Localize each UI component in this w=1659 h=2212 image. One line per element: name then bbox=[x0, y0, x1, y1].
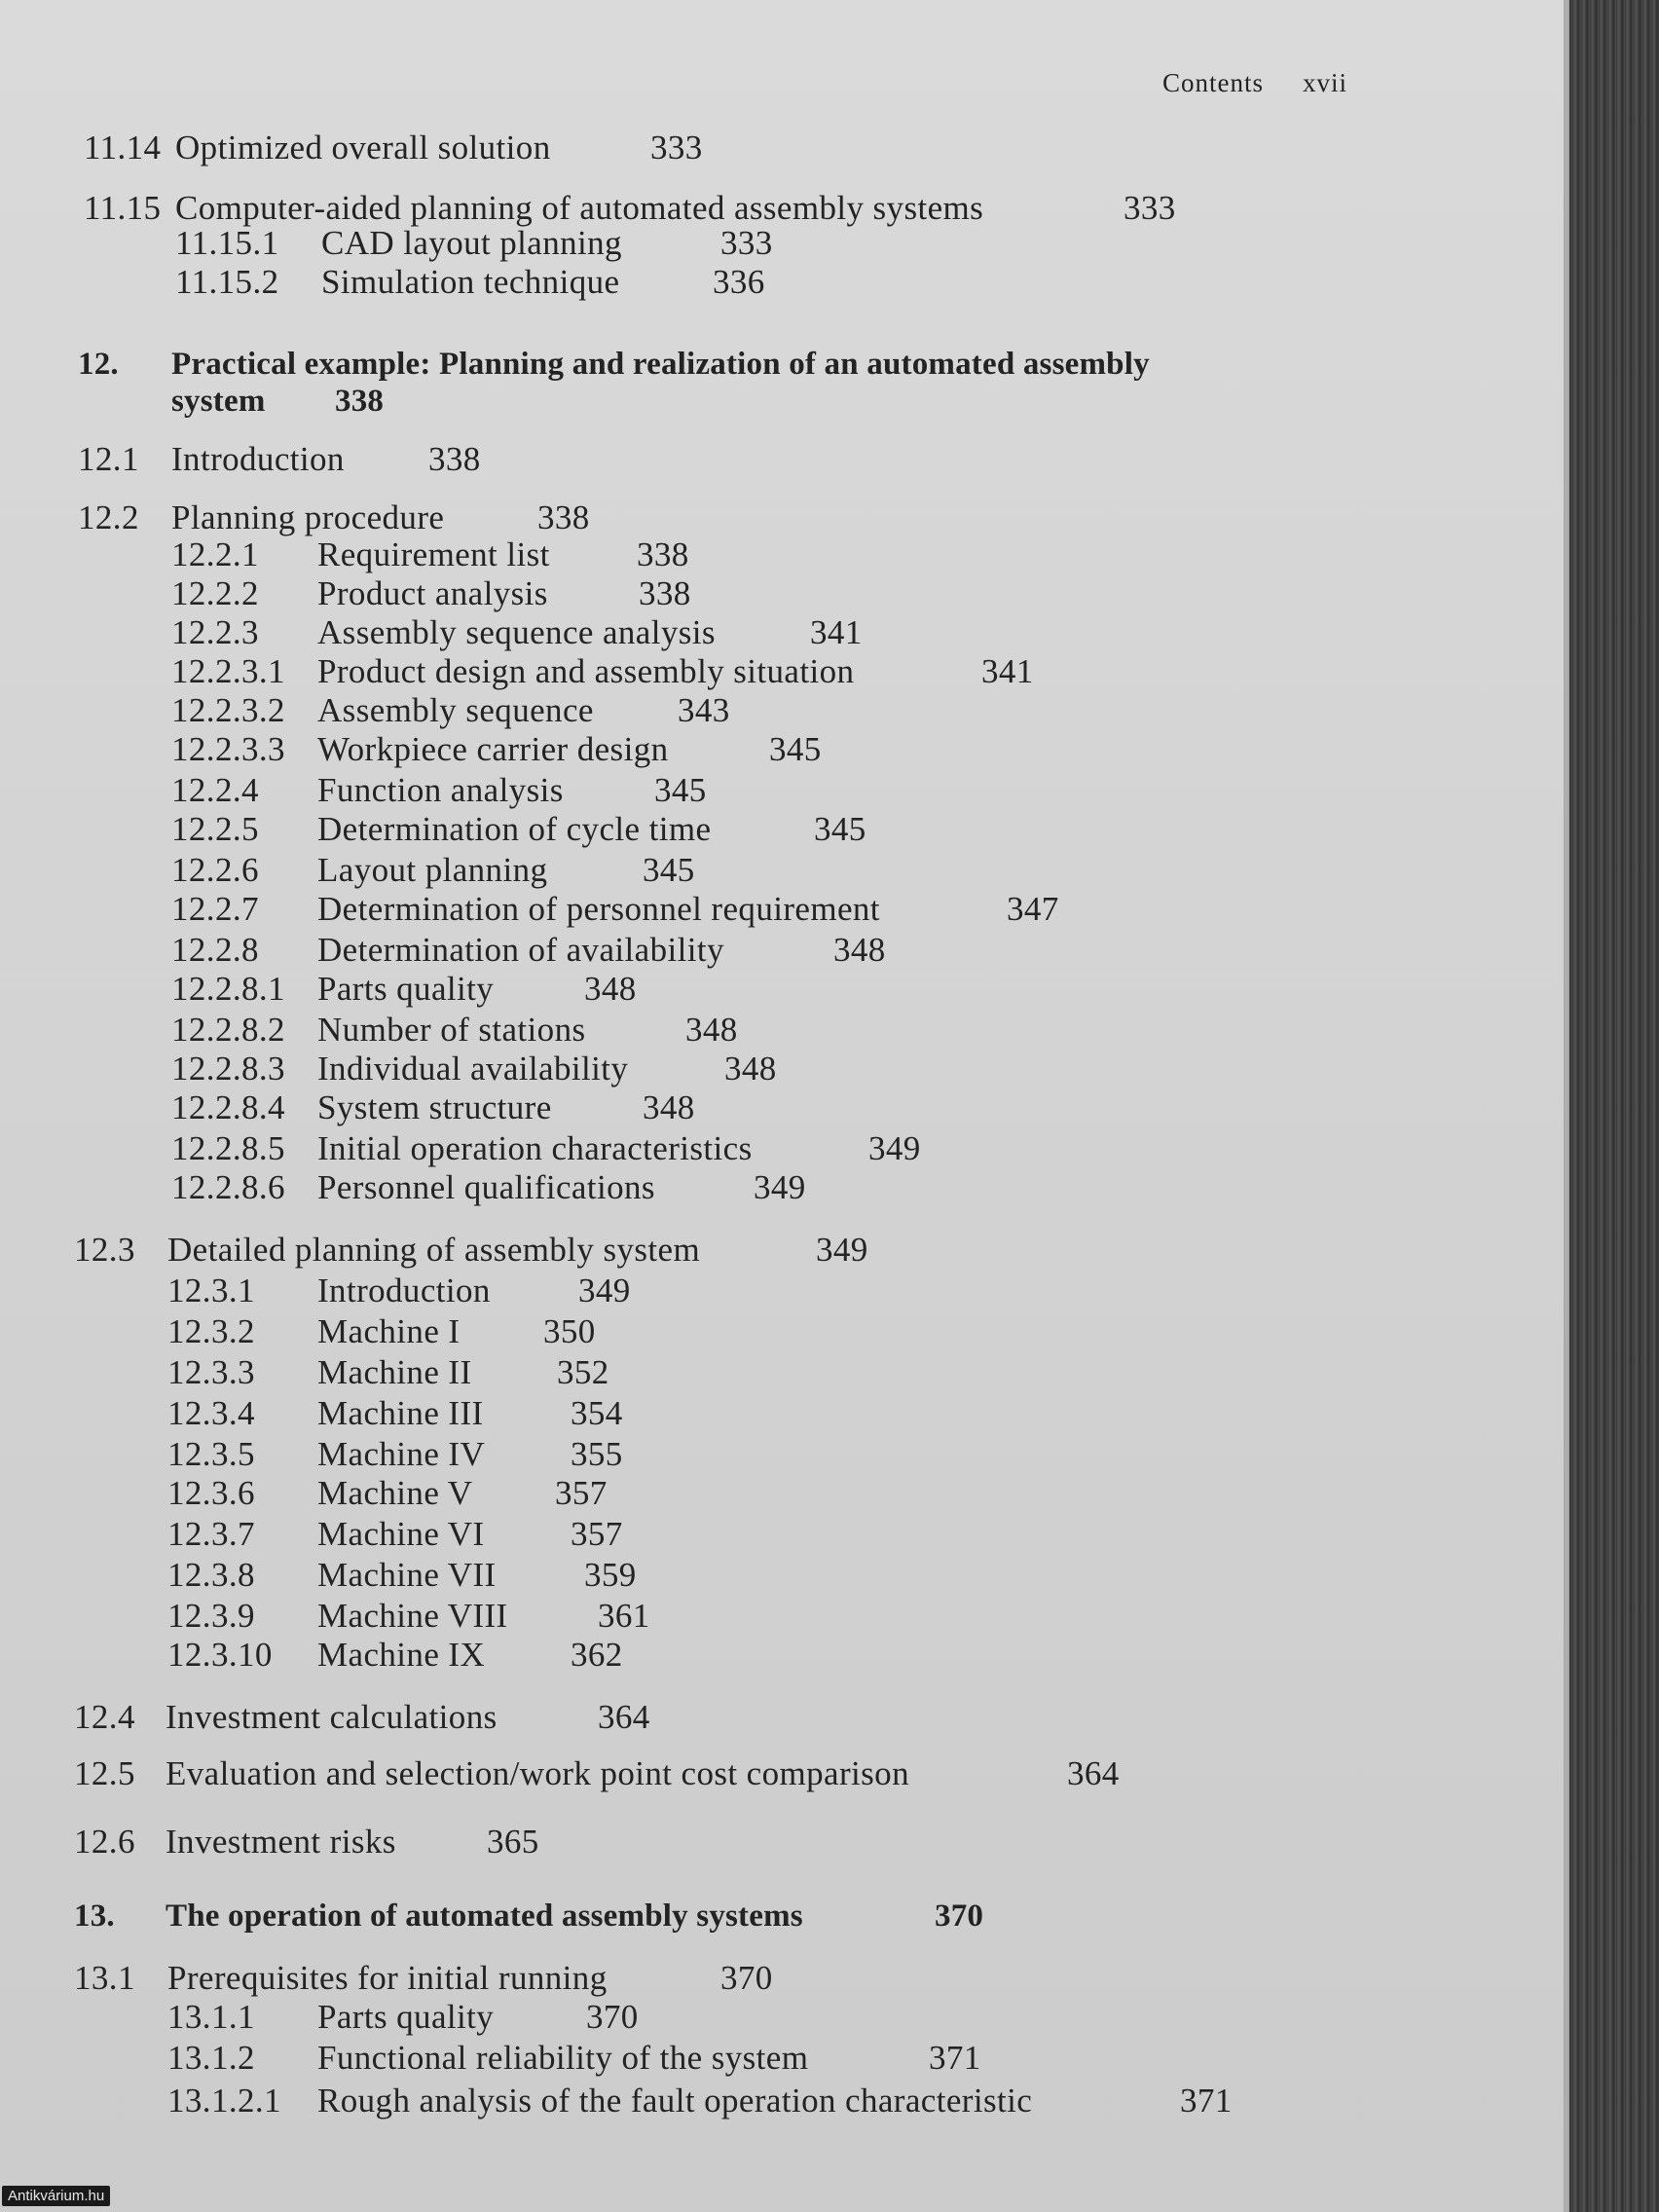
toc-entry-title: Investment calculations bbox=[166, 1698, 498, 1736]
toc-entry-title: CAD layout planning bbox=[321, 224, 622, 262]
toc-entry-number: 12.3.1 bbox=[167, 1272, 255, 1309]
toc-entry-number: 13.1.2.1 bbox=[167, 2082, 281, 2120]
toc-entry-title: Machine IX bbox=[317, 1636, 486, 1674]
toc-entry-page: 348 bbox=[685, 1011, 738, 1049]
toc-entry-page: 349 bbox=[868, 1129, 921, 1167]
toc-entry-title: Investment risks bbox=[166, 1823, 396, 1861]
toc-entry-page: 349 bbox=[578, 1272, 631, 1309]
toc-entry-number: 12.2.8.3 bbox=[171, 1050, 285, 1088]
toc-entry-number: 12.2.6 bbox=[171, 851, 259, 889]
toc-entry-number: 12.2.8.6 bbox=[171, 1168, 285, 1206]
toc-entry-number: 12.3.5 bbox=[167, 1435, 255, 1473]
toc-entry-number: 12.3.2 bbox=[167, 1312, 255, 1350]
toc-entry-title: Determination of availability bbox=[317, 931, 724, 969]
toc-entry-number: 12.3 bbox=[74, 1231, 135, 1269]
toc-entry-page: 348 bbox=[643, 1088, 695, 1126]
toc-entry-page: 336 bbox=[713, 263, 765, 301]
toc-entry-title: system bbox=[171, 384, 266, 419]
toc-entry-number: 12.2 bbox=[78, 498, 139, 536]
toc-entry-title: Assembly sequence bbox=[317, 691, 594, 729]
toc-entry-title: Detailed planning of assembly system bbox=[167, 1231, 701, 1269]
toc-entry-page: 348 bbox=[833, 931, 886, 969]
toc-entry-page: 350 bbox=[543, 1312, 596, 1350]
toc-entry-number: 12.2.8.5 bbox=[171, 1129, 285, 1167]
toc-entry-number: 11.15.1 bbox=[175, 224, 279, 262]
toc-entry-number: 12. bbox=[78, 347, 119, 382]
toc-entry-title: Initial operation characteristics bbox=[317, 1129, 753, 1167]
toc-entry-title: Determination of personnel requirement bbox=[317, 890, 880, 928]
toc-entry-title: Machine I bbox=[317, 1312, 461, 1350]
toc-entry-number: 12.2.3.1 bbox=[171, 652, 285, 690]
toc-entry-title: Workpiece carrier design bbox=[317, 730, 669, 768]
toc-entry-title: Determination of cycle time bbox=[317, 810, 712, 848]
toc-entry-number: 12.2.8.4 bbox=[171, 1088, 285, 1126]
toc-entry-page: 338 bbox=[637, 535, 689, 573]
toc-entry-title: Parts quality bbox=[317, 1998, 495, 2036]
toc-entry-page: 364 bbox=[1067, 1754, 1120, 1792]
toc-entry-number: 12.4 bbox=[74, 1698, 135, 1736]
toc-entry-number: 11.14 bbox=[84, 129, 162, 166]
toc-entry-number: 12.3.6 bbox=[167, 1474, 255, 1512]
toc-entry-page: 357 bbox=[571, 1515, 623, 1553]
toc-entry-number: 12.3.8 bbox=[167, 1556, 255, 1594]
toc-entry-title: Practical example: Planning and realization of an automated assembly bbox=[171, 347, 1150, 382]
toc-entry-number: 12.1 bbox=[78, 440, 139, 478]
toc-entry-page: 370 bbox=[720, 1959, 773, 1997]
toc-entry-title: Introduction bbox=[171, 440, 345, 478]
toc-entry-title: Machine VIII bbox=[317, 1597, 508, 1635]
toc-entry-title: Planning procedure bbox=[171, 498, 445, 536]
toc-entry-title: Introduction bbox=[317, 1272, 491, 1309]
watermark-label: Antikvárium.hu bbox=[2, 2186, 110, 2206]
toc-entry-title: Optimized overall solution bbox=[175, 129, 551, 166]
toc-entry-page: 359 bbox=[584, 1556, 637, 1594]
toc-entry-number: 12.2.3.2 bbox=[171, 691, 285, 729]
toc-entry-number: 12.2.2 bbox=[171, 574, 259, 612]
toc-entry-page: 371 bbox=[929, 2039, 981, 2077]
toc-entry-title: Number of stations bbox=[317, 1011, 586, 1049]
toc-entry-page: 338 bbox=[537, 498, 590, 536]
toc-entry-number: 12.2.7 bbox=[171, 890, 259, 928]
toc-entry-page: 343 bbox=[678, 691, 730, 729]
toc-entry-number: 12.3.10 bbox=[167, 1636, 273, 1674]
book-spine bbox=[1564, 0, 1659, 2212]
toc-entry-number: 12.3.3 bbox=[167, 1353, 255, 1391]
toc-entry-page: 345 bbox=[643, 851, 695, 889]
toc-entry-title: Assembly sequence analysis bbox=[317, 613, 716, 651]
toc-entry-page: 345 bbox=[769, 730, 822, 768]
toc-entry-title: Personnel qualifications bbox=[317, 1168, 655, 1206]
toc-entry-title: Machine V bbox=[317, 1474, 473, 1512]
toc-entry-title: Computer-aided planning of automated assembly systems bbox=[175, 189, 984, 227]
toc-entry-page: 341 bbox=[981, 652, 1034, 690]
toc-entry-number: 12.2.8.1 bbox=[171, 970, 285, 1008]
toc-entry-page: 333 bbox=[1124, 189, 1176, 227]
toc-entry-page: 338 bbox=[428, 440, 481, 478]
toc-entry-page: 333 bbox=[720, 224, 773, 262]
toc-entry-page: 362 bbox=[571, 1636, 623, 1674]
toc-entry-title: Individual availability bbox=[317, 1050, 629, 1088]
toc-entry-page: 333 bbox=[650, 129, 703, 166]
toc-entry-title: Machine III bbox=[317, 1394, 484, 1432]
toc-entry-number: 12.3.4 bbox=[167, 1394, 255, 1432]
toc-entry-title: Machine VI bbox=[317, 1515, 485, 1553]
toc-entry-title: Functional reliability of the system bbox=[317, 2039, 809, 2077]
toc-entry-number: 12.2.5 bbox=[171, 810, 259, 848]
toc-entry-title: Machine II bbox=[317, 1353, 472, 1391]
toc-entry-page: 348 bbox=[724, 1050, 777, 1088]
toc-entry-page: 357 bbox=[555, 1474, 608, 1512]
toc-entry-number: 12.3.7 bbox=[167, 1515, 255, 1553]
toc-entry-page: 371 bbox=[1180, 2082, 1233, 2120]
toc-entry-number: 12.2.8 bbox=[171, 931, 259, 969]
toc-entry-number: 12.2.3 bbox=[171, 613, 259, 651]
toc-entry-page: 355 bbox=[571, 1435, 623, 1473]
toc-entry-title: Layout planning bbox=[317, 851, 548, 889]
toc-entry-title: Machine VII bbox=[317, 1556, 497, 1594]
toc-entry-page: 370 bbox=[935, 1899, 984, 1934]
toc-entry-page: 364 bbox=[598, 1698, 650, 1736]
toc-entry-number: 13. bbox=[74, 1899, 115, 1934]
toc-entry-title: Product design and assembly situation bbox=[317, 652, 855, 690]
toc-entry-title: Evaluation and selection/work point cost comparison bbox=[166, 1754, 909, 1792]
toc-entry-page: 345 bbox=[814, 810, 866, 848]
toc-entry-number: 13.1.1 bbox=[167, 1998, 255, 2036]
header-page-number: xvii bbox=[1303, 68, 1348, 97]
toc-entry-page: 354 bbox=[571, 1394, 623, 1432]
toc-entry-title: Prerequisites for initial running bbox=[167, 1959, 608, 1997]
toc-entry-page: 361 bbox=[598, 1597, 650, 1635]
toc-entry-page: 349 bbox=[754, 1168, 806, 1206]
toc-entry-page: 347 bbox=[1007, 890, 1059, 928]
toc-entry-title: Parts quality bbox=[317, 970, 495, 1008]
toc-entry-number: 13.1.2 bbox=[167, 2039, 255, 2077]
toc-entry-page: 370 bbox=[586, 1998, 639, 2036]
toc-entry-title: Machine IV bbox=[317, 1435, 486, 1473]
toc-entry-number: 12.6 bbox=[74, 1823, 135, 1861]
toc-entry-title: Function analysis bbox=[317, 771, 564, 809]
toc-entry-number: 12.3.9 bbox=[167, 1597, 255, 1635]
toc-entry-page: 341 bbox=[810, 613, 863, 651]
toc-entry-page: 348 bbox=[584, 970, 637, 1008]
toc-entry-page: 338 bbox=[639, 574, 691, 612]
toc-entry-title: Product analysis bbox=[317, 574, 548, 612]
running-header bbox=[1162, 68, 1347, 98]
toc-entry-page: 349 bbox=[816, 1231, 868, 1269]
toc-entry-page: 345 bbox=[654, 771, 707, 809]
toc-entry-page: 338 bbox=[335, 384, 385, 419]
toc-entry-title: The operation of automated assembly systems bbox=[166, 1899, 803, 1934]
toc-entry-number: 13.1 bbox=[74, 1959, 135, 1997]
toc-entry-number: 11.15 bbox=[84, 189, 162, 227]
toc-entry-number: 12.2.8.2 bbox=[171, 1011, 285, 1049]
toc-entry-title: Requirement list bbox=[317, 535, 550, 573]
toc-entry-number: 12.5 bbox=[74, 1754, 135, 1792]
toc-entry-number: 11.15.2 bbox=[175, 263, 279, 301]
toc-entry-title: Rough analysis of the fault operation characteristic bbox=[317, 2082, 1033, 2120]
toc-entry-number: 12.2.1 bbox=[171, 535, 259, 573]
toc-entry-title: Simulation technique bbox=[321, 263, 620, 301]
toc-entry-number: 12.2.3.3 bbox=[171, 730, 285, 768]
toc-entry-page: 352 bbox=[557, 1353, 609, 1391]
toc-entry-number: 12.2.4 bbox=[171, 771, 259, 809]
toc-entry-title: System structure bbox=[317, 1088, 552, 1126]
toc-entry-page: 365 bbox=[487, 1823, 539, 1861]
header-title: Contents bbox=[1162, 68, 1265, 97]
